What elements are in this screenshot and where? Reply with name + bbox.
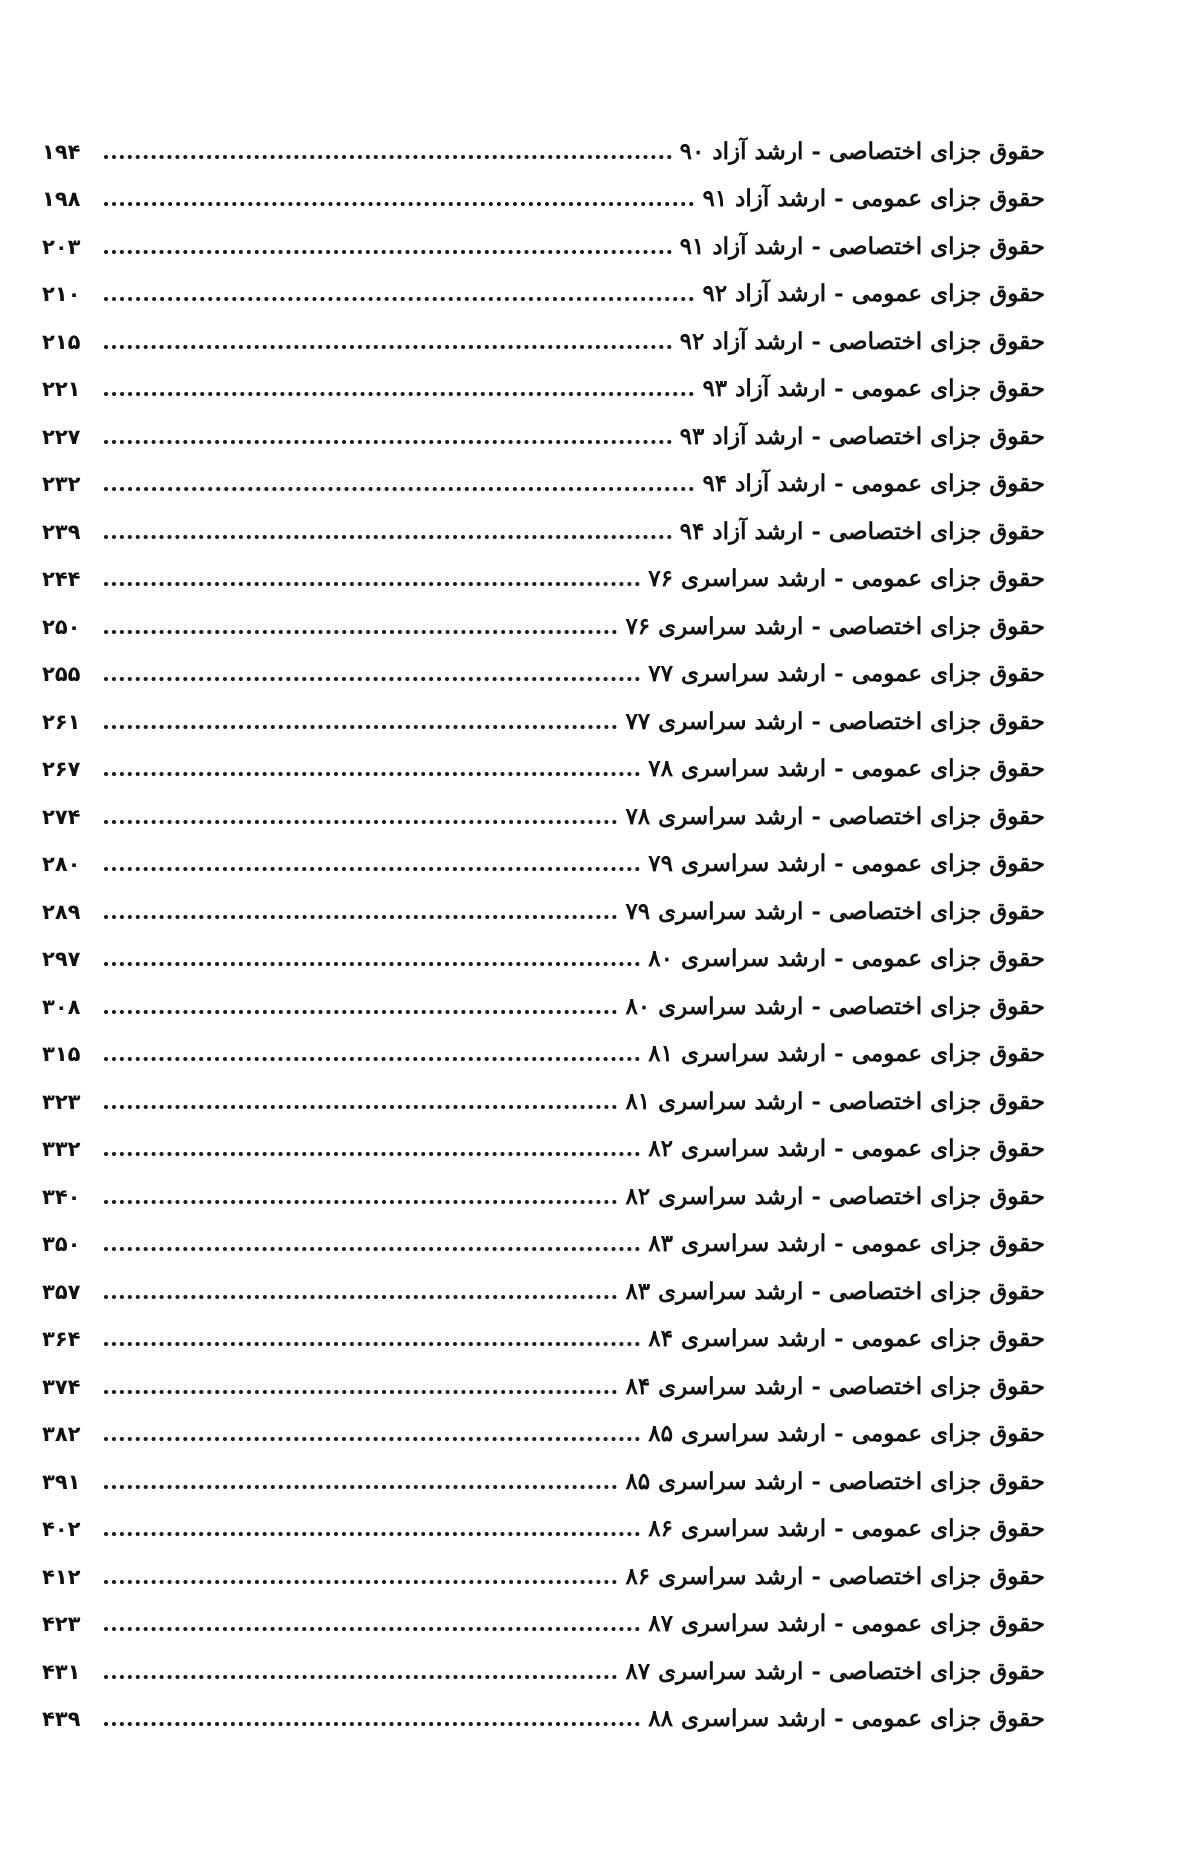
toc-entry-page-number: ۲۸۹ <box>42 899 81 924</box>
dot-leader <box>104 915 617 919</box>
toc-entry-title: حقوق جزای اختصاصی - ارشد سراسری ۷۷ <box>625 707 1045 735</box>
toc-entry-page-number: ۳۳۲ <box>42 1137 81 1161</box>
toc-entry <box>42 1160 1045 1208</box>
toc-entry <box>42 1303 1045 1351</box>
toc-entry-title: حقوق جزای عمومی - ارشد آزاد ۹۱ <box>702 185 1045 212</box>
toc-entry <box>42 400 1045 448</box>
toc-entry-page-number: ۳۶۴ <box>42 1327 81 1351</box>
toc-entry-page-number: ۳۵۷ <box>42 1279 81 1304</box>
toc-entry-page-number: ۲۴۴ <box>42 567 81 591</box>
toc-entry-title: حقوق جزای عمومی - ارشد سراسری ۸۶ <box>648 1515 1045 1542</box>
toc-entry-page-number: ۲۵۰ <box>42 614 81 639</box>
toc-entry <box>42 875 1045 923</box>
toc-entry <box>42 1018 1045 1066</box>
dot-leader <box>104 1485 617 1489</box>
dot-leader <box>104 440 672 444</box>
toc-entry <box>42 1398 1045 1446</box>
toc-entry-page-number: ۲۹۷ <box>42 947 81 971</box>
toc-entry-title: حقوق جزای اختصاصی - ارشد آزاد ۹۳ <box>679 422 1045 450</box>
toc-entry-title: حقوق جزای اختصاصی - ارشد سراسری ۸۷ <box>625 1657 1045 1685</box>
dot-leader <box>104 392 694 396</box>
toc-entry <box>42 970 1045 1018</box>
dot-leader <box>104 202 694 206</box>
toc-entry <box>42 733 1045 781</box>
toc-entry-title: حقوق جزای اختصاصی - ارشد سراسری ۸۳ <box>625 1277 1045 1305</box>
toc-entry-title: حقوق جزای اختصاصی - ارشد سراسری ۷۸ <box>625 802 1045 830</box>
toc-entry <box>42 115 1045 163</box>
toc-entry-title: حقوق جزای عمومی - ارشد سراسری ۸۲ <box>648 1135 1045 1162</box>
dot-leader <box>104 1200 617 1204</box>
toc-entry-title: حقوق جزای اختصاصی - ارشد آزاد ۹۰ <box>679 137 1045 165</box>
toc-entry <box>42 448 1045 496</box>
toc-entry-title: حقوق جزای عمومی - ارشد سراسری ۸۷ <box>648 1610 1045 1637</box>
toc-entry <box>42 780 1045 828</box>
toc-entry-title: حقوق جزای عمومی - ارشد سراسری ۷۶ <box>648 565 1045 592</box>
toc-entry <box>42 1065 1045 1113</box>
toc-entry-page-number: ۱۹۴ <box>42 139 81 164</box>
toc-entry-title: حقوق جزای عمومی - ارشد آزاد ۹۳ <box>702 375 1045 402</box>
toc-entry-title: حقوق جزای عمومی - ارشد سراسری ۷۷ <box>648 660 1045 687</box>
toc-entry-title: حقوق جزای عمومی - ارشد آزاد ۹۲ <box>702 280 1045 307</box>
toc-entry-title: حقوق جزای اختصاصی - ارشد سراسری ۸۴ <box>625 1372 1045 1400</box>
toc-entry-page-number: ۳۲۳ <box>42 1089 81 1114</box>
toc-entry-page-number: ۴۱۲ <box>42 1564 81 1589</box>
toc-entry <box>42 638 1045 686</box>
toc-entry-title: حقوق جزای عمومی - ارشد سراسری ۸۴ <box>648 1325 1045 1352</box>
dot-leader <box>104 820 617 824</box>
toc-entry-page-number: ۲۳۲ <box>42 472 81 496</box>
toc-entry <box>42 1350 1045 1398</box>
dot-leader <box>104 297 694 301</box>
dot-leader <box>104 1105 617 1109</box>
toc-entry-page-number: ۴۳۹ <box>42 1707 81 1731</box>
toc-entry <box>42 1540 1045 1588</box>
dot-leader <box>104 1580 617 1584</box>
toc-entry <box>42 543 1045 591</box>
toc-entry <box>42 685 1045 733</box>
dot-leader <box>104 1057 640 1061</box>
toc-entry-title: حقوق جزای اختصاصی - ارشد سراسری ۸۱ <box>625 1087 1045 1115</box>
toc-entry-page-number: ۲۸۰ <box>42 852 81 876</box>
dot-leader <box>104 1342 640 1346</box>
dot-leader <box>104 155 672 159</box>
toc-entry <box>42 1208 1045 1256</box>
toc-entry-page-number: ۱۹۸ <box>42 187 81 211</box>
toc-entry-page-number: ۳۷۴ <box>42 1374 81 1399</box>
toc-entry <box>42 1493 1045 1541</box>
dot-leader <box>104 677 640 681</box>
toc-entry <box>42 210 1045 258</box>
toc-entry <box>42 590 1045 638</box>
table-of-contents <box>42 115 1045 1730</box>
dot-leader <box>104 1010 617 1014</box>
dot-leader <box>104 1675 617 1679</box>
toc-entry-title: حقوق جزای عمومی - ارشد آزاد ۹۴ <box>702 470 1045 497</box>
dot-leader <box>104 772 640 776</box>
dot-leader <box>104 1247 640 1251</box>
dot-leader <box>104 630 617 634</box>
toc-entry-page-number: ۳۸۲ <box>42 1422 81 1446</box>
toc-entry <box>42 1683 1045 1731</box>
toc-entry-title: حقوق جزای اختصاصی - ارشد سراسری ۸۰ <box>625 992 1045 1020</box>
dot-leader <box>104 1722 640 1726</box>
dot-leader <box>104 962 640 966</box>
toc-entry-page-number: ۲۲۱ <box>42 377 81 401</box>
dot-leader <box>104 1627 640 1631</box>
toc-entry <box>42 1113 1045 1161</box>
toc-entry-page-number: ۲۷۴ <box>42 804 81 829</box>
toc-entry <box>42 828 1045 876</box>
dot-leader <box>104 582 640 586</box>
toc-entry-page-number: ۲۰۳ <box>42 234 81 259</box>
toc-entry-title: حقوق جزای اختصاصی - ارشد سراسری ۸۵ <box>625 1467 1045 1495</box>
toc-entry-page-number: ۳۴۰ <box>42 1184 81 1209</box>
toc-entry <box>42 305 1045 353</box>
toc-entry-page-number: ۴۰۲ <box>42 1517 81 1541</box>
toc-entry <box>42 923 1045 971</box>
toc-entry-page-number: ۴۲۳ <box>42 1612 81 1636</box>
toc-entry-title: حقوق جزای عمومی - ارشد سراسری ۸۰ <box>648 945 1045 972</box>
dot-leader <box>104 867 640 871</box>
toc-entry-title: حقوق جزای عمومی - ارشد سراسری ۷۹ <box>648 850 1045 877</box>
toc-entry-page-number: ۲۱۵ <box>42 329 81 354</box>
toc-entry <box>42 1588 1045 1636</box>
toc-entry-page-number: ۲۵۵ <box>42 662 81 686</box>
toc-entry-title: حقوق جزای عمومی - ارشد سراسری ۸۸ <box>648 1705 1045 1732</box>
dot-leader <box>104 1437 640 1441</box>
toc-entry-page-number: ۲۱۰ <box>42 282 81 306</box>
toc-entry-page-number: ۲۲۷ <box>42 424 81 449</box>
dot-leader <box>104 250 672 254</box>
toc-entry-title: حقوق جزای عمومی - ارشد سراسری ۷۸ <box>648 755 1045 782</box>
toc-entry <box>42 163 1045 211</box>
toc-entry <box>42 258 1045 306</box>
dot-leader <box>104 1532 640 1536</box>
toc-entry <box>42 353 1045 401</box>
toc-entry-title: حقوق جزای عمومی - ارشد سراسری ۸۳ <box>648 1230 1045 1257</box>
toc-entry <box>42 495 1045 543</box>
dot-leader <box>104 725 617 729</box>
toc-entry-page-number: ۳۰۸ <box>42 994 81 1019</box>
dot-leader <box>104 535 672 539</box>
toc-entry-title: حقوق جزای اختصاصی - ارشد آزاد ۹۱ <box>679 232 1045 260</box>
toc-entry-page-number: ۲۶۷ <box>42 757 81 781</box>
toc-entry-page-number: ۴۳۱ <box>42 1659 81 1684</box>
toc-entry <box>42 1635 1045 1683</box>
dot-leader <box>104 1152 640 1156</box>
toc-entry-title: حقوق جزای اختصاصی - ارشد آزاد ۹۴ <box>679 517 1045 545</box>
toc-entry <box>42 1255 1045 1303</box>
dot-leader <box>104 487 694 491</box>
toc-entry-title: حقوق جزای اختصاصی - ارشد سراسری ۷۶ <box>625 612 1045 640</box>
dot-leader <box>104 345 672 349</box>
dot-leader <box>104 1390 617 1394</box>
toc-entry-title: حقوق جزای اختصاصی - ارشد سراسری ۸۶ <box>625 1562 1045 1590</box>
dot-leader <box>104 1295 617 1299</box>
toc-entry-title: حقوق جزای اختصاصی - ارشد سراسری ۷۹ <box>625 897 1045 925</box>
toc-entry-title: حقوق جزای اختصاصی - ارشد سراسری ۸۲ <box>625 1182 1045 1210</box>
toc-entry-page-number: ۲۶۱ <box>42 709 81 734</box>
toc-entry-title: حقوق جزای عمومی - ارشد سراسری ۸۱ <box>648 1040 1045 1067</box>
toc-entry-page-number: ۳۱۵ <box>42 1042 81 1066</box>
toc-entry-title: حقوق جزای عمومی - ارشد سراسری ۸۵ <box>648 1420 1045 1447</box>
toc-entry-page-number: ۲۳۹ <box>42 519 81 544</box>
toc-entry <box>42 1445 1045 1493</box>
toc-entry-page-number: ۳۵۰ <box>42 1232 81 1256</box>
toc-entry-title: حقوق جزای اختصاصی - ارشد آزاد ۹۲ <box>679 327 1045 355</box>
toc-entry-page-number: ۳۹۱ <box>42 1469 81 1494</box>
